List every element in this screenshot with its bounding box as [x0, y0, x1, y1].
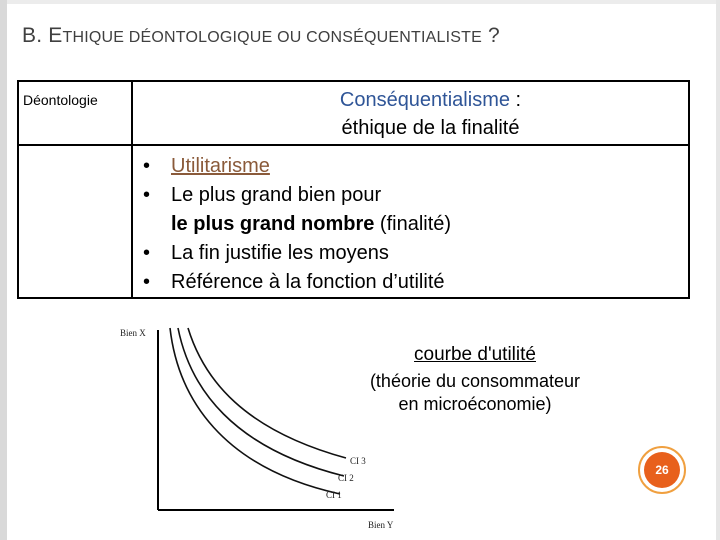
frame-left	[0, 0, 7, 540]
deontologie-cell	[18, 81, 132, 145]
comparison-table	[17, 80, 690, 299]
title-cap: B. E	[22, 24, 63, 47]
bullet-plus-grand-bien	[141, 181, 688, 239]
frame-top	[0, 0, 720, 4]
bullet-fin-moyens	[141, 239, 688, 268]
title-qmark: ?	[482, 24, 500, 47]
curve-ci2	[178, 328, 344, 476]
deontologie-label: Déontologie	[23, 92, 98, 108]
conseq-header-cell	[132, 81, 689, 145]
bullet2-rest: (finalité)	[374, 213, 452, 235]
conseq-title: Conséquentialisme	[339, 89, 510, 111]
slide-title	[22, 24, 500, 48]
conseq-header	[133, 82, 688, 142]
bullet-utilitarisme	[141, 152, 688, 181]
x-axis-label: Bien Y	[368, 520, 394, 530]
page-number: 26	[644, 452, 680, 488]
y-axis-label: Bien X	[120, 328, 146, 338]
bullet2-line1: • Le plus grand bien pour	[171, 184, 382, 206]
courbe-caption	[330, 344, 620, 416]
conseq-colon: :	[509, 89, 522, 111]
conseq-bullets-cell	[132, 145, 689, 298]
ci2-label: CI 2	[338, 473, 354, 483]
title-rest: THIQUE DÉONTOLOGIQUE OU CONSÉQUENTIALISTE	[62, 29, 483, 46]
curve-ci1	[170, 328, 340, 494]
ci1-label: CI 1	[326, 490, 342, 500]
bullet-list	[133, 146, 688, 297]
bullet2-bold: le plus grand nombre	[171, 213, 375, 235]
courbe-sub2: en microéconomie)	[398, 394, 552, 414]
bullet-fonction-utilite	[141, 268, 688, 297]
courbe-sub1: (théorie du consommateur	[369, 371, 581, 391]
deontologie-empty-cell	[18, 145, 132, 298]
courbe-heading: courbe d'utilité	[414, 344, 536, 365]
bullet3-text: La fin justifie les moyens	[171, 242, 389, 264]
utilitarisme-link[interactable]: Utilitarisme	[171, 155, 270, 177]
ci3-label: CI 3	[350, 456, 366, 466]
bullet4-text: Référence à la fonction d’utilité	[171, 271, 445, 293]
curve-ci3	[188, 328, 346, 458]
page-number-badge	[638, 446, 686, 494]
frame-right	[716, 0, 720, 540]
conseq-subtitle: éthique de la finalité	[341, 117, 520, 139]
